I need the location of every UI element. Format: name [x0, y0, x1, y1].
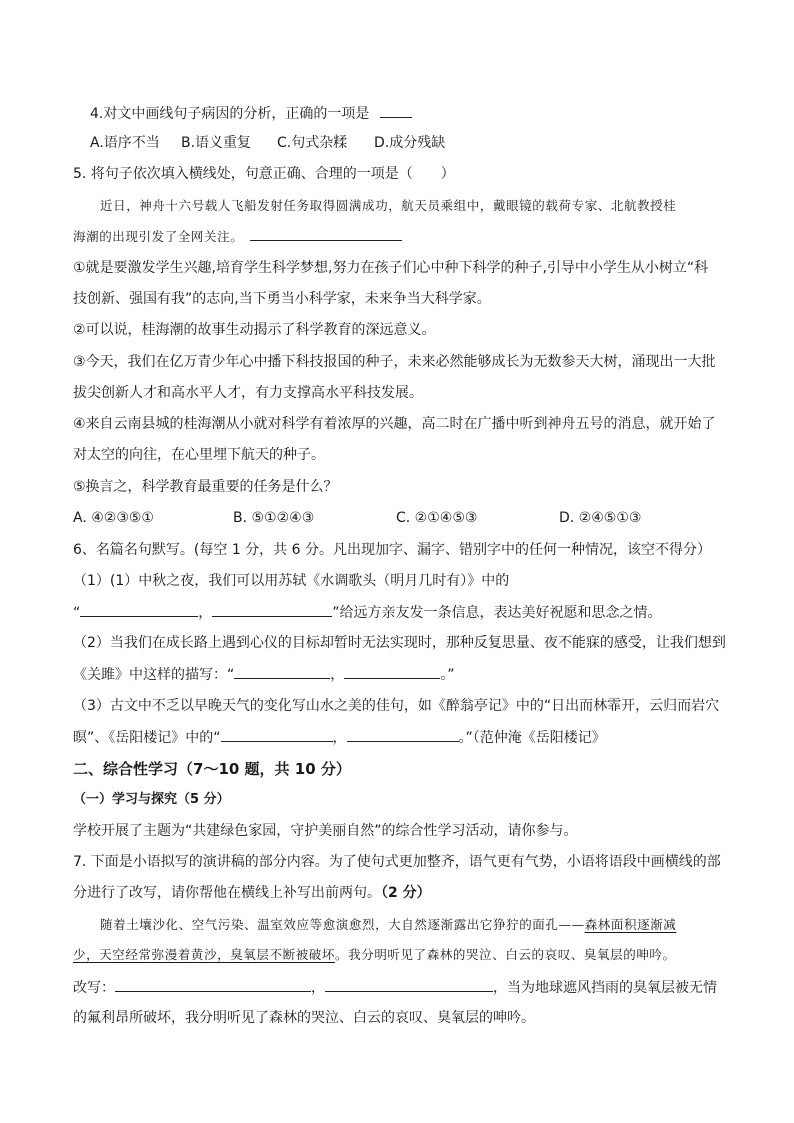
q5-sentence3-line2: 拔尖创新人才和高水平人才，有力支撑高水平科技发展。 — [73, 385, 423, 401]
q5-option-d[interactable]: D. ②④⑤①③ — [559, 510, 642, 526]
q5-option-b[interactable]: B. ⑤①②④③ — [233, 510, 315, 526]
q6-part2-blank2[interactable] — [344, 664, 440, 679]
q4-option-d[interactable]: D.成分残缺 — [374, 135, 446, 151]
q6-part1-tail: ”给远方亲友发一条信息，表达美好祝愿和思念之情。 — [332, 605, 662, 621]
q4-option-b[interactable]: B.语义重复 — [181, 135, 252, 151]
q6-part1-blank2[interactable] — [212, 602, 332, 617]
q7-passage-line1 — [100, 915, 676, 935]
q7-stem-line1: 7. 下面是小语拟写的演讲稿的部分内容。为了使句式更加整齐，语气更有气势，小语将语段中画横线的部 — [73, 854, 721, 870]
q4-option-a[interactable]: A.语序不当 — [90, 135, 160, 151]
q6-part2-line2 — [73, 664, 455, 685]
q7-stem-line2: 分进行了改写，请你帮他在横线上补写出前两句。 — [73, 885, 381, 901]
q5-option-a[interactable]: A. ④②③⑤① — [73, 510, 154, 526]
q7-passage-line2-text: 。我分明听见了森林的哭泣、白云的哀叹、臭氧层的呻吟。 — [335, 947, 676, 962]
q6-part1-line2 — [73, 602, 662, 623]
q7-passage-underlined-1: 森林面积逐渐减 — [584, 917, 677, 932]
q6-part2-blank1[interactable] — [234, 664, 330, 679]
q6-part3-head: 暝”、《岳阳楼记》中的“ — [73, 730, 221, 746]
section2-subsection-title: （一）学习与探究（5 分） — [73, 792, 230, 807]
section2-intro: 学校开展了主题为“共建绿色家园，守护美丽自然”的综合性学习活动，请你参与。 — [73, 823, 578, 839]
q6-part3-comma: ， — [332, 730, 347, 746]
q6-part3-blank1[interactable] — [221, 727, 333, 742]
q5-passage-line2: 海潮的出现引发了全网关注。 — [73, 229, 244, 244]
q6-part3-line1: （3）古文中不乏以早晚天气的变化写山水之美的佳句，如《醉翁亭记》中的“日出而林霏开，云归而岩穴 — [73, 698, 720, 714]
q6-part2-head: 《关雎》中这样的描写：“ — [73, 667, 235, 683]
q6-part3-blank2[interactable] — [347, 727, 459, 742]
q6-part3-tail: 。”（范仲淹《岳阳楼记》 — [458, 730, 606, 746]
q5-sentence1-line1: ①就是要激发学生兴趣,培育学生科学梦想,努力在孩子们心中种下科学的种子,引导中小学生从小树立“科 — [73, 260, 709, 276]
q6-part1-line1: （1）(1）中秋之夜，我们可以用苏轼《水调歌头（明月几时有）》中的 — [73, 573, 510, 589]
section2-title: 二、综合性学习（7～10 题，共 10 分） — [73, 760, 351, 778]
q7-rewrite-tail: ，当为地球遮风挡雨的臭氧层被无情 — [493, 980, 717, 996]
q5-sentence5: ⑤换言之，科学教育最重要的任务是什么？ — [73, 479, 338, 495]
q6-part1-blank1[interactable] — [80, 602, 198, 617]
q5-sentence1-line2: 技创新、强国有我”的志向,当下勇当小科学家，未来争当大科学家。 — [73, 291, 491, 307]
q6-part3-line2 — [73, 727, 606, 748]
q4-stem: 4.对文中画线句子病因的分析，正确的一项是 — [90, 106, 370, 122]
q4-answer-blank[interactable] — [380, 103, 412, 118]
q7-rewrite-line2: 的氟利昂所破坏，我分明听见了森林的哭泣、白云的哀叹、臭氧层的呻吟。 — [73, 1010, 535, 1026]
q7-rewrite-blank1[interactable] — [115, 977, 311, 992]
q7-passage-line1-text: 随着土壤沙化、空气污染、温室效应等愈演愈烈，大自然逐渐露出它狰狞的面孔—— — [100, 917, 585, 932]
q6-part1-open-quote: “ — [73, 605, 81, 621]
q5-passage-line1: 近日，神舟十六号载人飞船发射任务取得圆满成功，航天员乘组中，戴眼镜的载荷专家、北航教授桂 — [100, 198, 677, 213]
q7-rewrite-blank2[interactable] — [325, 977, 493, 992]
q4-option-c[interactable]: C.句式杂糅 — [277, 135, 348, 151]
q5-stem: 5. 将句子依次填入横线处，句意正确、合理的一项是（ ） — [73, 166, 455, 182]
q7-rewrite-line1 — [73, 977, 717, 998]
q7-rewrite-comma: ， — [311, 980, 325, 996]
q6-part2-line1: （2）当我们在成长路上遇到心仪的目标却暂时无法实现时，那种反复思量、夜不能寐的感受，让我们想到 — [73, 635, 726, 651]
q7-score: （2 分） — [381, 885, 431, 901]
q7-passage-underlined-2: 少，天空经常弥漫着黄沙，臭氧层不断被破坏 — [73, 947, 336, 962]
q5-passage-blank[interactable] — [250, 226, 402, 241]
q6-part2-tail: 。” — [440, 667, 455, 683]
q6-part2-comma: ， — [330, 667, 345, 683]
q5-passage-line2-wrap — [73, 226, 402, 247]
q7-rewrite-label: 改写： — [73, 980, 115, 996]
q4-stem-line — [90, 103, 412, 124]
q6-part1-comma: ， — [198, 605, 213, 621]
q5-sentence4-line2: 对太空的向往，在心里埋下航天的种子。 — [73, 447, 325, 463]
q5-sentence3-line1: ③今天，我们在亿万青少年心中播下科技报国的种子，未来必然能够成长为无数参天大树，涌现出一大批 — [73, 354, 716, 370]
q7-passage-line2 — [73, 945, 676, 965]
q7-stem-line2-wrap — [73, 883, 431, 903]
q5-option-c[interactable]: C. ②①④⑤③ — [396, 510, 478, 526]
q6-stem: 6、名篇名句默写。(每空 1 分，共 6 分。凡出现加字、漏字、错别字中的任何一种情况，该空不得分） — [73, 542, 711, 558]
q5-sentence2: ②可以说，桂海潮的故事生动揭示了科学教育的深远意义。 — [73, 322, 436, 338]
q5-sentence4-line1: ④来自云南县城的桂海潮从小就对科学有着浓厚的兴趣，高二时在广播中听到神舟五号的消息，就开始了 — [73, 416, 716, 432]
